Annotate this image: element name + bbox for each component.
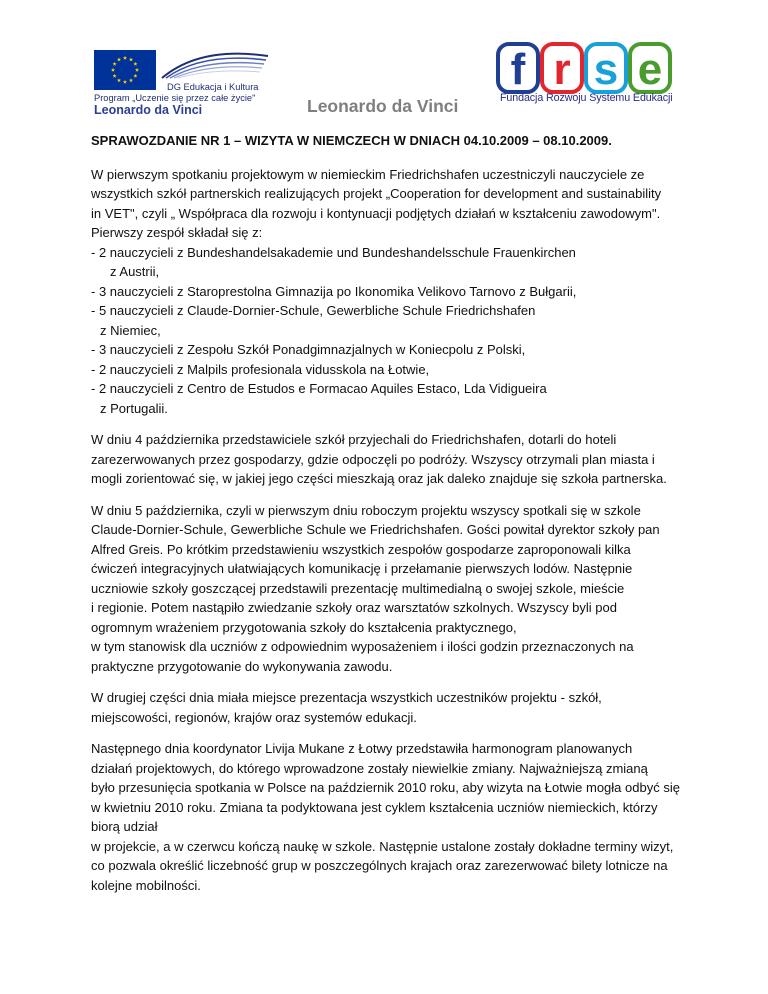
list-item: - 2 nauczycieli z Centro de Estudos e Formacao Aquiles Estaco, Lda Vidigueira xyxy=(91,381,547,396)
frse-letter-r: r xyxy=(553,45,571,94)
text-line: miejscowości, regionów, krajów oraz systemów edukacji. xyxy=(91,709,417,725)
programme-name-label: Program „Uczenie się przez całe życie" xyxy=(94,93,256,103)
report-body xyxy=(91,131,691,907)
text-line: było przesunięcia spotkania w Polsce na październik 2010 roku, aby wizyta na Łotwie mogła odbyć się xyxy=(91,780,680,795)
text-line: W dniu 4 października przedstawiciele szkół przyjechali do Friedrichshafen, dotarli do hoteli xyxy=(91,432,617,447)
text-line: W pierwszym spotkaniu projektowym w niemieckim Friedrichshafen uczestniczyli nauczyciele ze xyxy=(91,166,645,182)
frse-letters-graphic xyxy=(496,40,672,94)
text-line: i regionie. Potem nastąpiło zwiedzanie szkoły oraz warsztatów szkolnych. Wszyscy byli pod xyxy=(91,600,617,615)
text-line: Pierwszy zespół składał się z: xyxy=(91,225,263,240)
dg-education-label: DG Edukacja i Kultura xyxy=(167,82,259,92)
paragraph-participants xyxy=(91,165,691,419)
paragraph-first-day xyxy=(91,501,691,677)
text-line: w projekcie, a w czerwcu kończą naukę w szkole. Następnie ustalone zostały dokładne terminy wizyt, xyxy=(91,838,674,854)
paragraph-presentations xyxy=(91,688,691,727)
text-line: uczniowie szkoły goszczącej przedstawili prezentację multimedialną o swojej szkole, mieście xyxy=(91,580,625,596)
frse-caption: Fundacja Rozwoju Systemu Edukacji xyxy=(500,92,673,104)
text-line: zarezerwowanych przez gospodarzy, gdzie odpoczęli po podróży. Wszyscy otrzymali plan miasta i xyxy=(91,451,655,467)
paragraph-arrival xyxy=(91,430,691,489)
list-item-continuation: z Niemiec, xyxy=(100,322,161,338)
text-line: Claude-Dornier-Schule, Gewerbliche Schule we Friedrichshafen. Gości powitał dyrektor szkoły pan xyxy=(91,522,660,537)
list-item-continuation: z Portugalii. xyxy=(100,400,168,416)
eu-flag-icon xyxy=(94,50,156,90)
text-line: w kwietniu 2010 roku. Zmiana ta podyktowana jest cyklem kształcenia uczniów niemieckich, którzy xyxy=(91,799,658,815)
text-line: wszystkich szkół partnerskich realizujących projekt „Cooperation for development and sustainability xyxy=(91,186,662,201)
text-line: biorą udział xyxy=(91,819,158,834)
list-item-continuation: z Austrii, xyxy=(110,264,160,279)
text-line: w tym stanowisk dla uczniów z odpowiednim wyposażeniem i ilości godzin przeznaczonych na xyxy=(91,639,634,654)
list-item: - 3 nauczycieli z Zespołu Szkół Ponadgimnazjalnych w Koniecpolu z Polski, xyxy=(91,342,526,357)
program-arcs-graphic xyxy=(160,50,270,80)
text-line: co pozwala określić liczebność grup w poszczególnych krajach oraz zarezerwować bilety lotnicze na xyxy=(91,858,668,873)
text-line: praktyczne przygotowanie do wykonywania zawodu. xyxy=(91,658,393,674)
text-line: in VET", czyli „ Współpraca dla rozwoju i kontynuacji podjętych działań w kształceniu zawodowym". xyxy=(91,205,661,221)
text-line: mogli zorientować się, w jakiej jego części mieszkają oraz jak daleko znajduje się szkoła partnerska. xyxy=(91,471,667,486)
text-line: Alfred Greis. Po krótkim przedstawieniu wszystkich zespołów gospodarze zaproponowali kilka xyxy=(91,541,631,557)
text-line: ogromnym wrażeniem przygotowania szkoły do kształcenia praktycznego, xyxy=(91,619,517,635)
report-title: SPRAWOZDANIE NR 1 – WIZYTA W NIEMCZECH W DNIACH 04.10.2009 – 08.10.2009. xyxy=(91,133,612,148)
text-line: działań projektowych, do którego wprowadzone zostały niewielkie zmiany. Najważniejszą zmianą xyxy=(91,760,648,776)
list-item: - 5 nauczycieli z Claude-Dornier-Schule, Gewerbliche Schule Friedrichshafen xyxy=(91,303,536,318)
leonardo-programme-logo xyxy=(94,50,294,120)
text-line: ćwiczeń integracyjnych ułatwiających komunikację i przełamanie pierwszych lodów. Następnie xyxy=(91,561,633,576)
frse-logo xyxy=(496,40,678,112)
frse-letter-f: f xyxy=(510,45,526,94)
header-title: Leonardo da Vinci xyxy=(307,96,459,116)
text-line: W drugiej części dnia miała miejsce prezentacja wszystkich uczestników projektu - szkół, xyxy=(91,690,602,705)
text-line: kolejne mobilności. xyxy=(91,877,201,893)
text-line: W dniu 5 października, czyli w pierwszym dniu roboczym projektu wszyscy spotkali się w szkole xyxy=(91,502,641,518)
list-item: - 2 nauczycieli z Bundeshandelsakademie und Bundeshandelsschule Frauenkirchen xyxy=(91,244,576,260)
text-line: Następnego dnia koordynator Livija Mukane z Łotwy przedstawiła harmonogram planowanych xyxy=(91,741,633,756)
list-item: - 2 nauczycieli z Malpils profesionala vidusskola na Łotwie, xyxy=(91,361,430,377)
list-item: - 3 nauczycieli z Staroprestolna Gimnazija po Ikonomika Velikovo Tarnovo z Bułgarii, xyxy=(91,283,577,299)
frse-letter-s: s xyxy=(593,45,619,94)
frse-letter-e: e xyxy=(637,45,663,94)
paragraph-schedule xyxy=(91,739,691,895)
leonardo-logo-label: Leonardo da Vinci xyxy=(94,103,203,117)
